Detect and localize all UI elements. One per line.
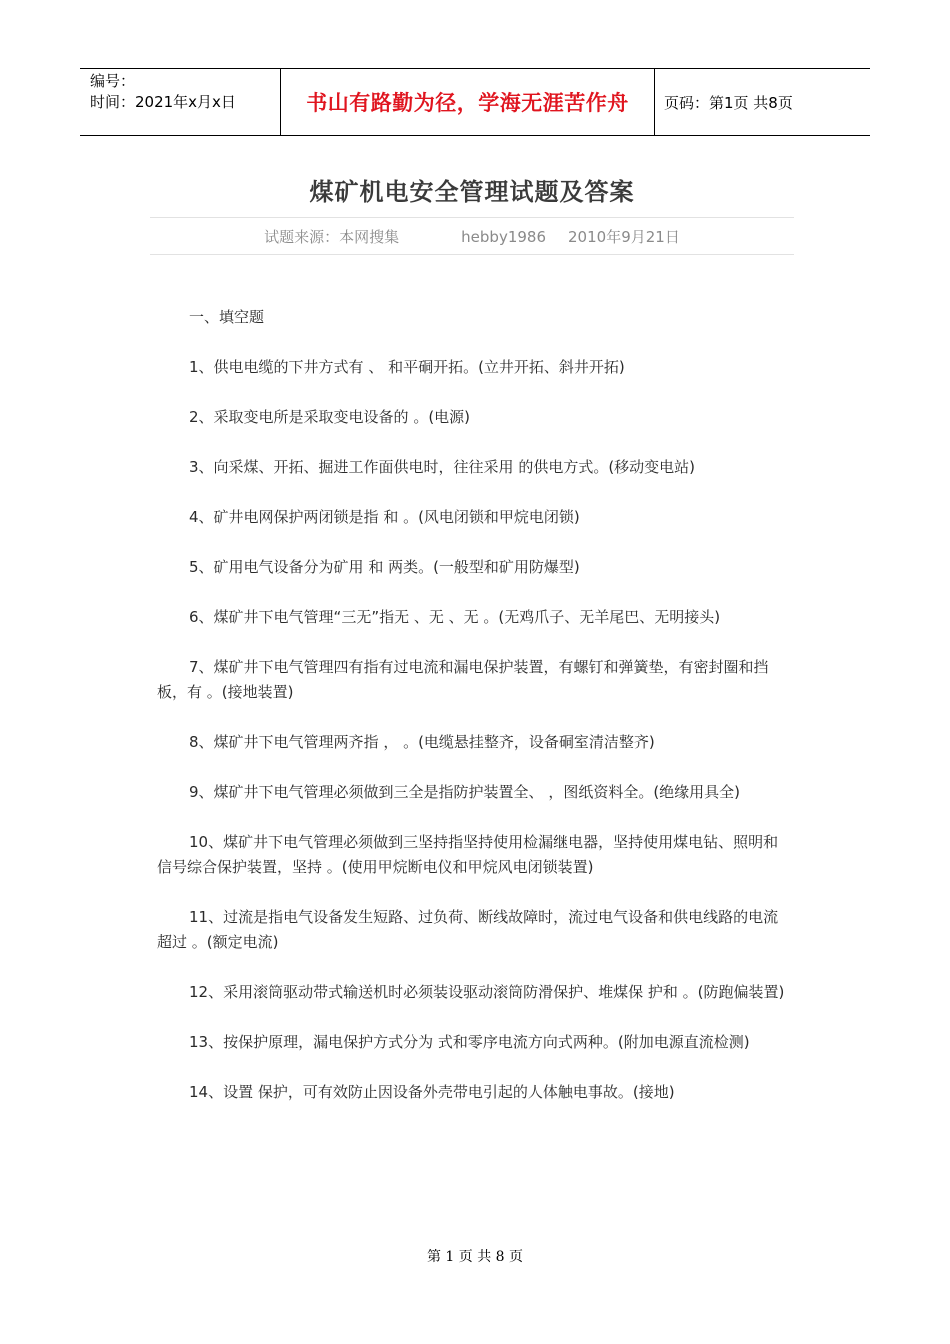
header-meta-cell <box>80 69 281 135</box>
question-item: 8、煤矿井下电气管理两齐指 ， 。(电缆悬挂整齐，设备硐室清洁整齐) <box>189 733 655 751</box>
number-label: 编号： <box>90 72 136 90</box>
page-footer: 第 1 页 共 8 页 <box>426 1249 524 1265</box>
question-item: 2、采取变电所是采取变电设备的 。(电源) <box>189 408 471 426</box>
question-item: 5、矿用电气设备分为矿用 和 两类。(一般型和矿用防爆型) <box>189 558 580 576</box>
question-item: 13、按保护原理，漏电保护方式分为 式和零序电流方向式两种。(附加电源直流检测) <box>189 1033 750 1051</box>
document-body <box>157 305 787 1130</box>
page-title: 煤矿机电安全管理试题及答案 <box>309 178 635 206</box>
motto-text: 书山有路勤为径，学海无涯苦作舟 <box>306 91 629 115</box>
header-motto-cell <box>281 69 655 135</box>
question-item: 3、向采煤、开拓、掘进工作面供电时，往往采用 的供电方式。(移动变电站) <box>189 458 696 476</box>
source-line <box>150 226 794 247</box>
question-item: 6、煤矿井下电气管理“三无”指无 、无 、无 。(无鸡爪子、无羊尾巴、无明接头) <box>189 608 721 626</box>
question-item: 4、矿井电网保护两闭锁是指 和 。(风电闭锁和甲烷电闭锁) <box>189 508 580 526</box>
question-item: 7、煤矿井下电气管理四有指有过电流和漏电保护装置，有螺钉和弹簧垫，有密封圈和挡板，有 。(接地装置) <box>157 658 769 701</box>
page-info: 页码：第1页 共8页 <box>664 93 793 112</box>
question-item: 1、供电电缆的下井方式有 、 和平硐开拓。(立井开拓、斜井开拓) <box>189 358 625 376</box>
title-divider-bottom <box>150 254 794 255</box>
title-divider-top <box>150 217 794 218</box>
section-heading: 一、填空题 <box>189 308 265 326</box>
question-item: 12、采用滚筒驱动带式输送机时必须装设驱动滚筒防滑保护、堆煤保 护和 。(防跑偏装置) <box>189 983 785 1001</box>
source-label: 试题来源：本网搜集 <box>264 228 400 246</box>
document-header <box>80 68 870 136</box>
question-item: 14、设置 保护，可有效防止因设备外壳带电引起的人体触电事故。(接地) <box>189 1083 675 1101</box>
header-page-cell <box>655 69 870 135</box>
question-item: 10、煤矿井下电气管理必须做到三坚持指坚持使用检漏继电器，坚持使用煤电钻、照明和信号综合保护装置，坚持 。(使用甲烷断电仪和甲烷风电闭锁装置) <box>157 833 779 876</box>
source-date: 2010年9月21日 <box>568 228 680 246</box>
question-item: 9、煤矿井下电气管理必须做到三全是指防护装置全、 ，图纸资料全。(绝缘用具全) <box>189 783 741 801</box>
source-author: hebby1986 <box>461 228 547 246</box>
question-item: 11、过流是指电气设备发生短路、过负荷、断线故障时，流过电气设备和供电线路的电流超过 。(额定电流) <box>157 908 779 951</box>
time-label: 时间：2021年x月x日 <box>90 93 236 111</box>
